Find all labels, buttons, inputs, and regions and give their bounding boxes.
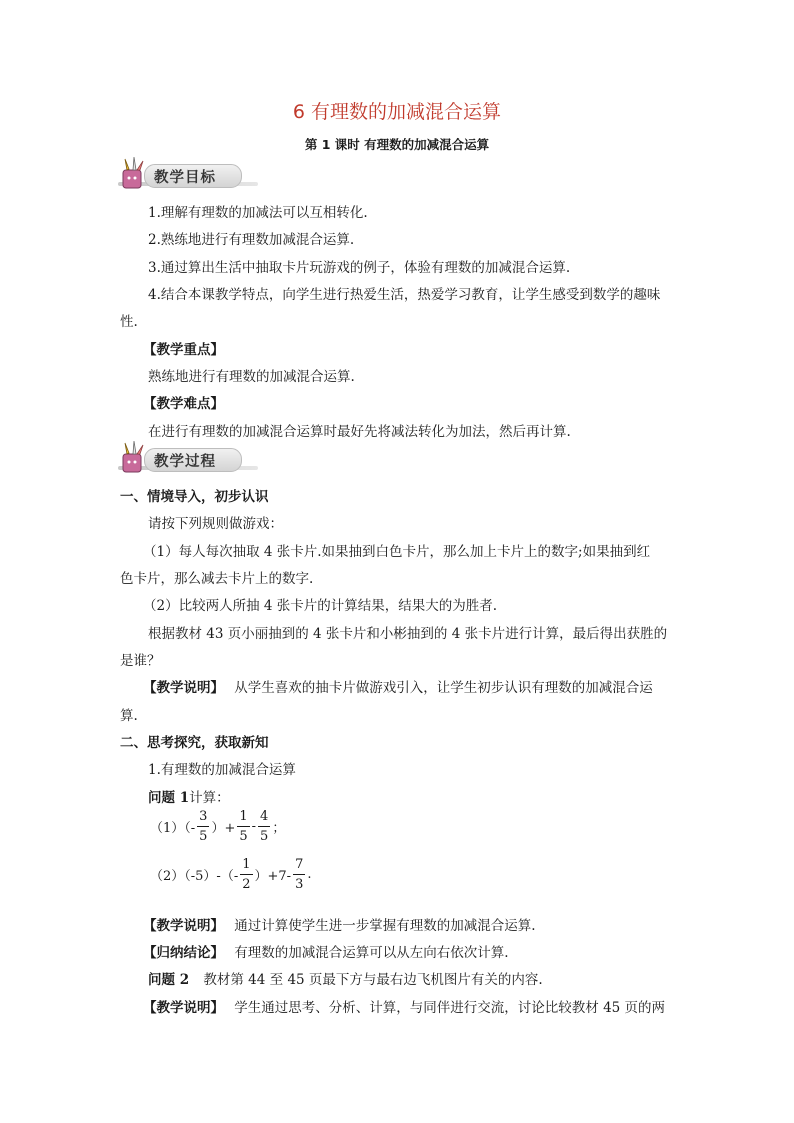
lesson-subtitle: 第 1 课时 有理数的加减混合运算 bbox=[304, 137, 490, 152]
goal-item: 1.理解有理数的加减法可以互相转化. bbox=[148, 205, 368, 221]
fraction: $\frac{4}{5}$ bbox=[260, 809, 269, 844]
question-text: 教材第 44 至 45 页最下方与最右边飞机图片有关的内容. bbox=[203, 972, 543, 988]
key-point-label: 【教学重点】 bbox=[143, 342, 224, 358]
fraction: $\frac{3}{5}$ bbox=[199, 809, 208, 844]
goal-item: 3.通过算出生活中抽取卡片玩游戏的例子，体验有理数的加减混合运算. bbox=[148, 260, 571, 276]
page-title: 6 有理数的加减混合运算 bbox=[292, 101, 502, 123]
difficulty-text: 在进行有理数的加减混合运算时最好先将减法转化为加法，然后再计算. bbox=[148, 424, 571, 440]
game-task: 根据教材 43 页小丽抽到的 4 张卡片和小彬抽到的 4 张卡片进行计算，最后得出获胜的 bbox=[148, 626, 668, 642]
conclusion-label: 【归纳结论】 bbox=[143, 945, 224, 961]
equation-2: （2）（-5）-（- $\frac{1}{2}$ ）+7- $\frac{7}{3}$ . bbox=[150, 857, 312, 892]
pencil-cup-icon bbox=[118, 440, 148, 474]
teaching-note-label: 【教学说明】 bbox=[143, 680, 224, 696]
teaching-note-text: 从学生喜欢的抽卡片做游戏引入，让学生初步认识有理数的加减混合运 bbox=[234, 680, 653, 696]
section-heading-2: 二、思考探究，获取新知 bbox=[120, 735, 269, 751]
teaching-note-text: 通过计算使学生进一步掌握有理数的加减混合运算. bbox=[234, 918, 536, 934]
game-intro: 请按下列规则做游戏： bbox=[148, 516, 283, 532]
goal-item: 4.结合本课教学特点，向学生进行热爱生活，热爱学习教育，让学生感受到数学的趣味 bbox=[148, 287, 661, 303]
question-label: 问题 1 bbox=[148, 790, 190, 806]
game-rule-2: （2）比较两人所抽 4 张卡片的计算结果，结果大的为胜者. bbox=[143, 598, 498, 614]
teaching-note-label: 【教学说明】 bbox=[143, 918, 224, 934]
section-heading-1: 一、情境导入，初步认识 bbox=[120, 489, 269, 505]
question-label: 问题 2 bbox=[148, 972, 190, 988]
banner-label: 教学目标 bbox=[154, 170, 216, 186]
fraction: $\frac{1}{5}$ bbox=[239, 809, 248, 844]
section-banner-goals bbox=[118, 162, 258, 192]
pencil-cup-icon bbox=[118, 156, 148, 190]
teaching-note-text: 学生通过思考、分析、计算，与同伴进行交流，讨论比较教材 45 页的两 bbox=[234, 1000, 666, 1016]
fraction: $\frac{1}{2}$ bbox=[242, 857, 251, 892]
section-banner-process bbox=[118, 446, 258, 476]
subsection-title: 1.有理数的加减混合运算 bbox=[148, 762, 296, 778]
game-rule-1: （1）每人每次抽取 4 张卡片.如果抽到白色卡片，那么加上卡片上的数字;如果抽到红 bbox=[143, 544, 651, 560]
fraction: $\frac{7}{3}$ bbox=[295, 857, 304, 892]
goal-item: 性. bbox=[120, 314, 138, 330]
question-text: 计算： bbox=[189, 790, 230, 806]
equation-1: （1）（- $\frac{3}{5}$ ）+ $\frac{1}{5}$ - $\frac{4}{5}$ ； bbox=[150, 809, 286, 844]
banner-label: 教学过程 bbox=[154, 454, 216, 470]
teaching-note-label: 【教学说明】 bbox=[143, 1000, 224, 1016]
game-rule-1-cont: 色卡片，那么减去卡片上的数字. bbox=[120, 571, 314, 587]
conclusion-text: 有理数的加减混合运算可以从左向右依次计算. bbox=[234, 945, 509, 961]
goal-item: 2.熟练地进行有理数加减混合运算. bbox=[148, 232, 355, 248]
teaching-note-cont: 算. bbox=[120, 708, 138, 724]
key-point-text: 熟练地进行有理数的加减混合运算. bbox=[148, 369, 355, 385]
difficulty-label: 【教学难点】 bbox=[143, 396, 224, 412]
game-task-cont: 是谁？ bbox=[120, 653, 161, 669]
